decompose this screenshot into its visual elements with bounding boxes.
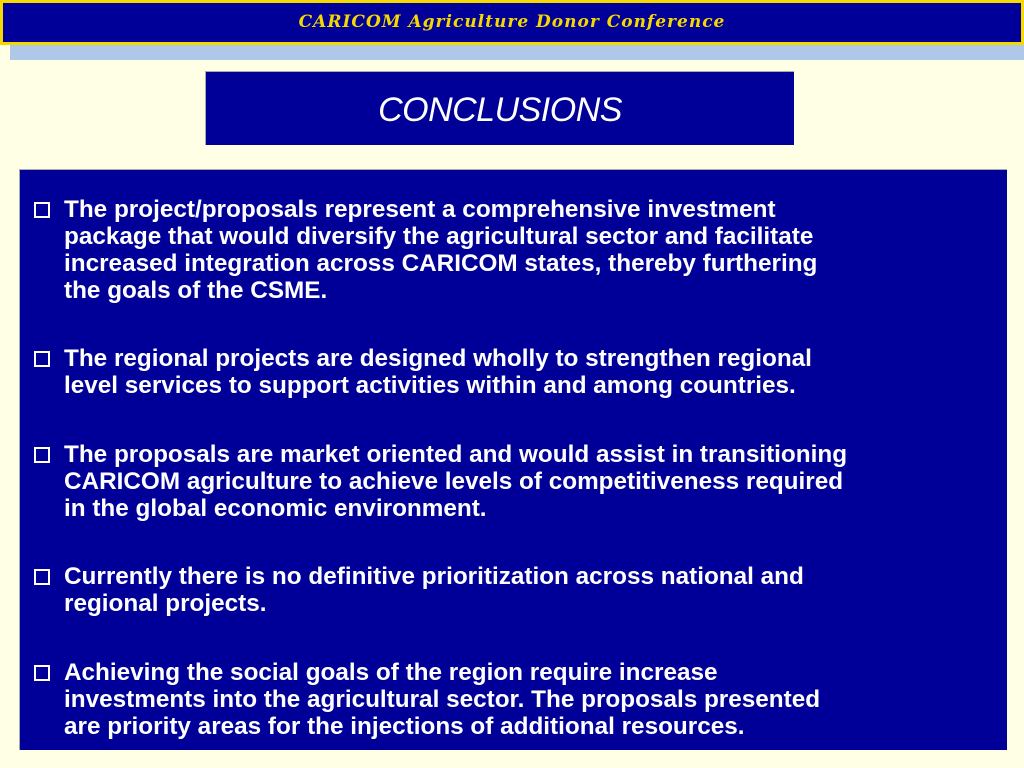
header-title: CARICOM Agriculture Donor Conference [298, 12, 726, 32]
checkbox-square-icon [30, 441, 64, 468]
bullet-item [30, 345, 985, 399]
checkbox-square-icon [30, 196, 64, 223]
bullet-text: The project/proposals represent a comprehensive investment package that would diversify the agricultural sector and facilitate increased integration across CARICOM states, thereby furthering the goals of the CSME. [64, 196, 818, 304]
slide-title-box [205, 71, 794, 145]
checkbox-square-icon [30, 345, 64, 372]
header-accent-strip [10, 45, 1024, 60]
content-panel [19, 169, 1007, 750]
bullet-text: Currently there is no definitive prioritization across national and regional projects. [64, 563, 804, 617]
bullet-item [30, 563, 985, 617]
bullet-text: The regional projects are designed wholly to strengthen regional level services to support activities within and among countries. [64, 345, 812, 399]
bullet-item [30, 441, 985, 522]
bullet-text: The proposals are market oriented and would assist in transitioning CARICOM agriculture to achieve levels of competitiveness required in the global economic environment. [64, 441, 848, 522]
bullet-item [30, 659, 985, 740]
bullet-item [30, 196, 985, 304]
checkbox-square-icon [30, 563, 64, 590]
checkbox-square-icon [30, 659, 64, 686]
slide-title: CONCLUSIONS [378, 91, 622, 129]
bullet-text: Achieving the social goals of the region require increase investments into the agricultural sector. The proposals presented are priority areas for the injections of additional resources. [64, 659, 821, 740]
header-bar [0, 0, 1024, 45]
